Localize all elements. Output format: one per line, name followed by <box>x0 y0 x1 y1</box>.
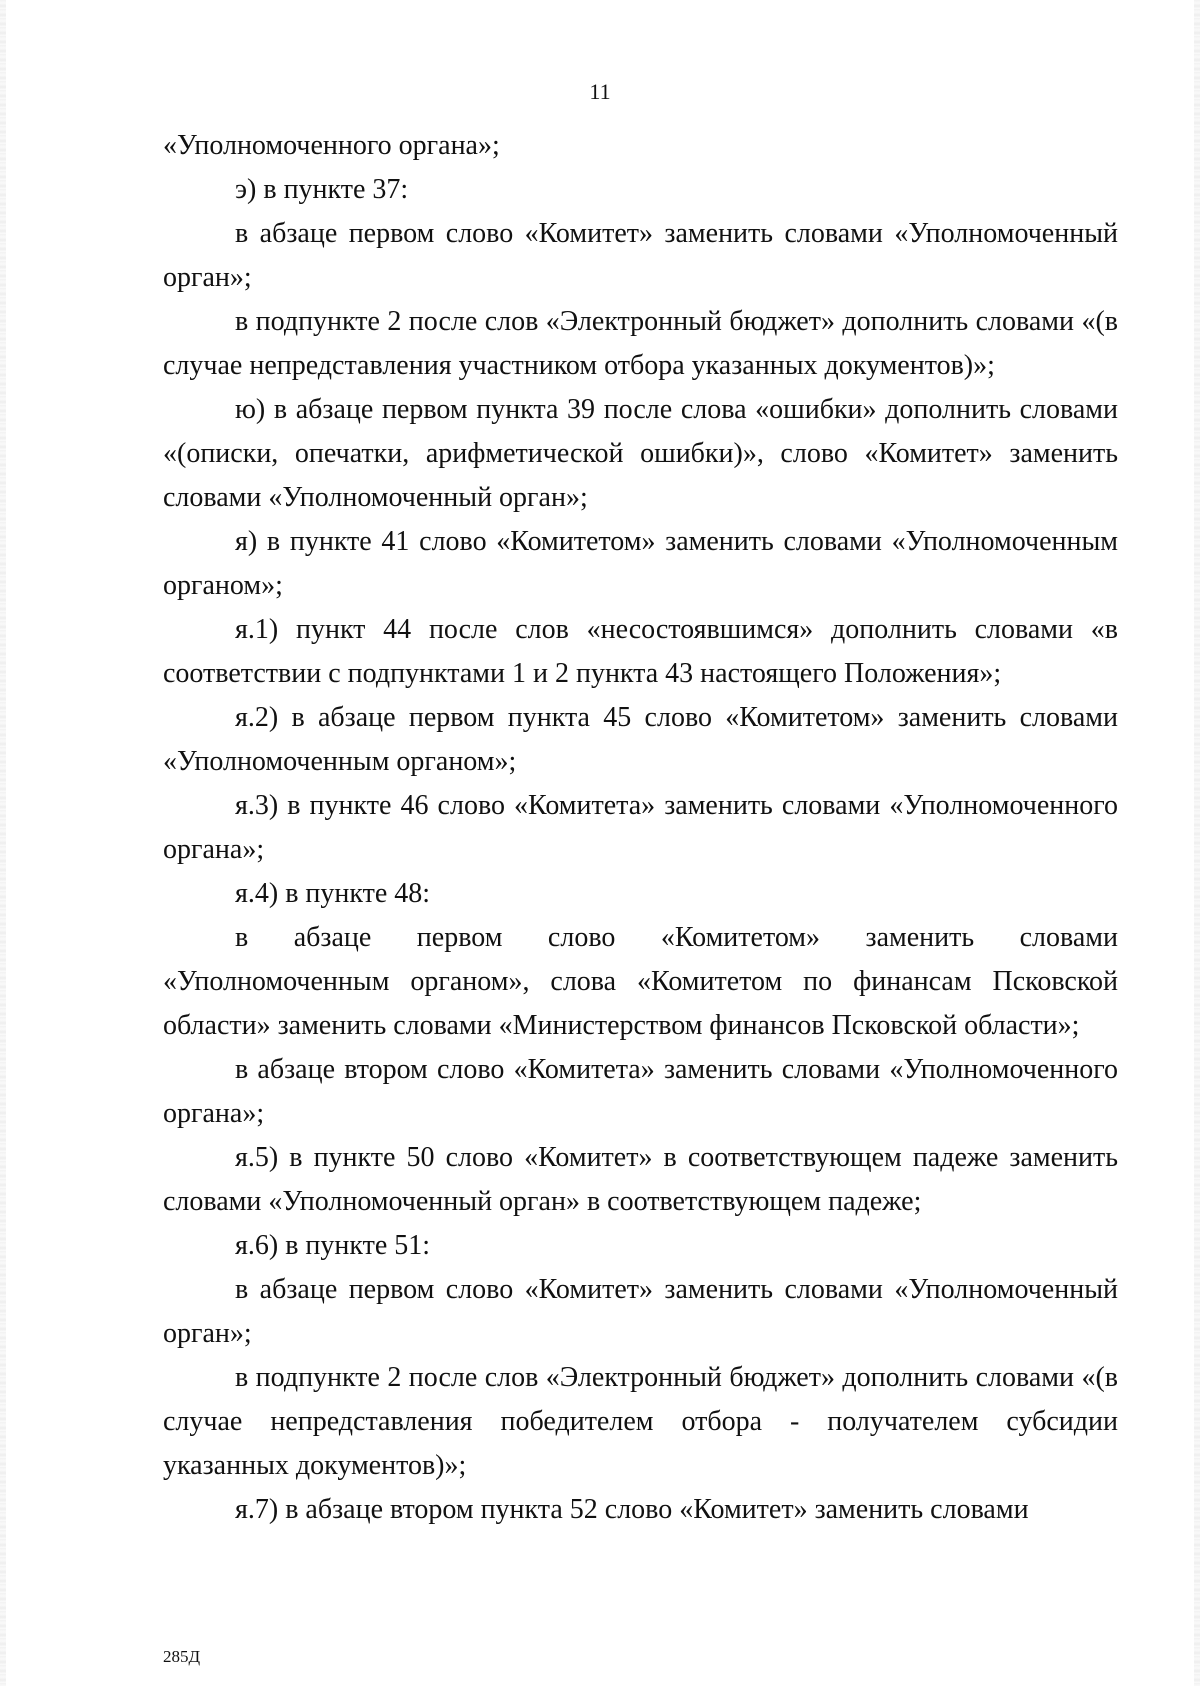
paragraph: я.2) в абзаце первом пункта 45 слово «Комитетом» заменить словами «Уполномоченным органом»; <box>163 702 1118 777</box>
document-code: 285Д <box>163 1647 201 1666</box>
paragraph: в подпункте 2 после слов «Электронный бюджет» дополнить словами «(в случае непредставления победителем отбора - получателем субсидии указанных документов)»; <box>163 1362 1118 1481</box>
scan-edge-left <box>0 0 6 1686</box>
paragraph: «Уполномоченного органа»; <box>163 130 500 161</box>
paragraph: я.4) в пункте 48: <box>235 878 431 909</box>
paragraph: я.1) пункт 44 после слов «несостоявшимся» дополнить словами «в соответствии с подпунктами 1 и 2 пункта 43 настоящего Положения»; <box>163 614 1118 689</box>
paragraph: я.6) в пункте 51: <box>235 1230 431 1261</box>
paragraph: я) в пункте 41 слово «Комитетом» заменить словами «Уполномоченным органом»; <box>163 526 1118 601</box>
paragraph: в абзаце первом слово «Комитетом» заменить словами «Уполномоченным органом», слова «Комитетом по финансам Псковской области» заменить словами «Министерством финансов Псковской области»; <box>163 922 1118 1041</box>
scan-edge-right <box>1194 0 1200 1686</box>
paragraph: я.3) в пункте 46 слово «Комитета» заменить словами «Уполномоченного органа»; <box>163 790 1118 865</box>
paragraph: ю) в абзаце первом пункта 39 после слова «ошибки» дополнить словами «(описки, опечатки, арифметической ошибки)», слово «Комитет» заменить словами «Уполномоченный орган»; <box>163 394 1118 513</box>
paragraph: в абзаце первом слово «Комитет» заменить словами «Уполномоченный орган»; <box>163 218 1118 293</box>
paragraph: э) в пункте 37: <box>235 174 409 205</box>
paragraph: в подпункте 2 после слов «Электронный бюджет» дополнить словами «(в случае непредставления участником отбора указанных документов)»; <box>163 306 1118 381</box>
paragraph: я.5) в пункте 50 слово «Комитет» в соответствующем падеже заменить словами «Уполномоченный орган» в соответствующем падеже; <box>163 1142 1118 1217</box>
paragraph: я.7) в абзаце втором пункта 52 слово «Комитет» заменить словами <box>235 1494 1029 1525</box>
page-number: 11 <box>589 79 611 104</box>
paragraph: в абзаце втором слово «Комитета» заменить словами «Уполномоченного органа»; <box>163 1054 1118 1129</box>
paragraph: в абзаце первом слово «Комитет» заменить словами «Уполномоченный орган»; <box>163 1274 1118 1349</box>
document-body <box>163 124 1118 1532</box>
